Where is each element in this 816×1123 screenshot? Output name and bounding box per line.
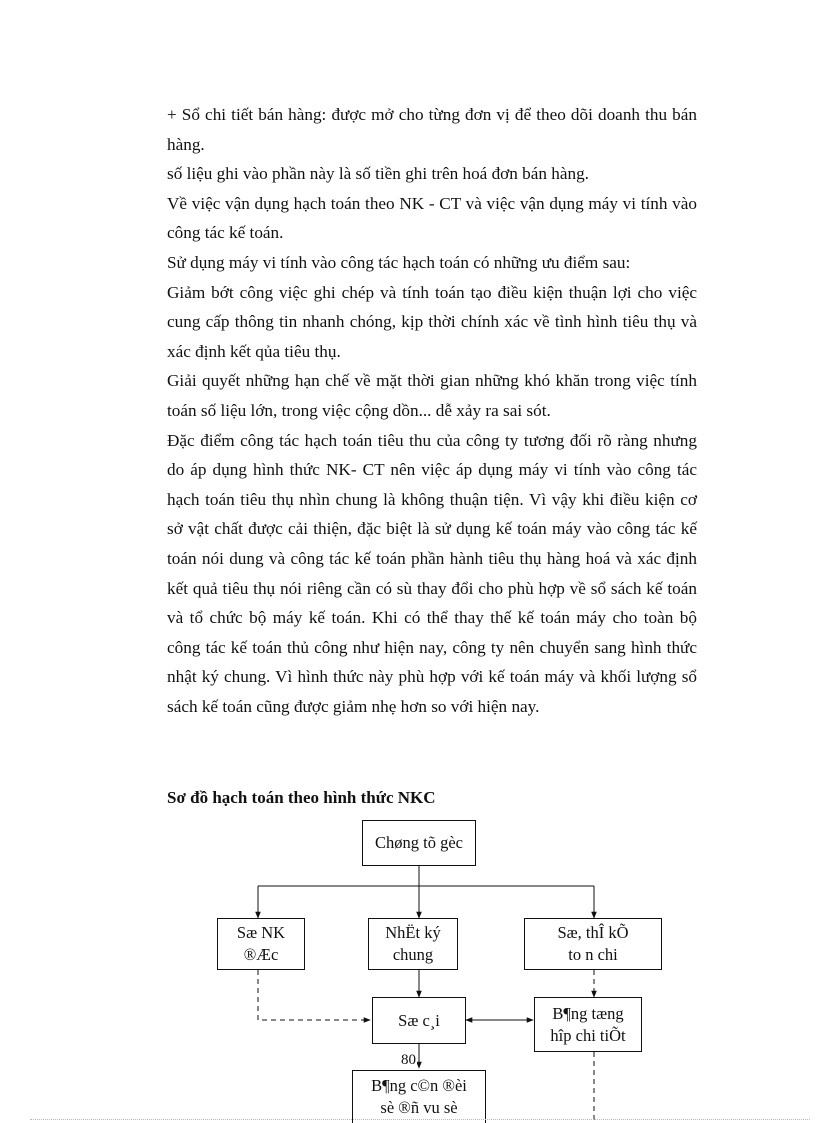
paragraph-dac-diem: Đặc điểm công tác hạch toán tiêu thu của công ty tương đối rõ ràng nhưng do áp dụng hình thức NK- CT nên việc áp dụng máy vi tính vào công tác hạch toán tiêu thụ nhìn chung là không thuận tiện. Vì vậy khi điều kiện cơ sở vật chất được cải thiện, đặc biệt là sử dụng kế toán máy vào công tác kế toán nói dung và công tác kế toán phần hành tiêu thụ hàng hoá và xác định kết quả tiêu thụ nói riêng cần có sù thay đổi cho phù hợp về sổ sách kế toán và tổ chức bộ máy kế toán. Khi có thể thay thế kế toán máy cho toàn bộ công tác kế toán thủ công như hiện nay, công ty nên chuyển sang hình thức nhật ký chung. Vì hình thức này phù hợp với kế toán máy và khối lượng sổ sách kế toán cũng được giảm nhẹ hơn so với hiện nay. xyxy=(167,430,697,716)
box-bang-can-doi-so-phat-sinh xyxy=(352,1070,486,1123)
paragraph-uu-diem: Sử dụng máy vi tính vào công tác hạch toán có những ưu điểm sau: xyxy=(167,252,631,272)
box-so-the-line1: Sæ, thÎ kÕ xyxy=(557,923,629,942)
box-so-the-line2: to n chi xyxy=(568,945,618,964)
footer-divider xyxy=(30,1119,810,1120)
box-so-nk-dac-biet xyxy=(217,918,305,970)
paragraph-so-chi-tiet-ban-hang: + Sổ chi tiết bán hàng: được mở cho từng đơn vị để theo dõi doanh thu bán hàng. xyxy=(167,105,697,154)
box-so-the-ke-toan-chi-tiet xyxy=(524,918,662,970)
paragraph-so-lieu: số liệu ghi vào phần này là số tiền ghi trên hoá đơn bán hàng. xyxy=(167,164,589,184)
box-so-cai xyxy=(372,997,466,1044)
box-can-doi-line1: B¶ng c©n ®èi xyxy=(371,1076,467,1095)
diagram-title: Sơ đồ hạch toán theo hình thức NKC xyxy=(167,788,436,807)
box-can-doi-line2: sè ®ñ vu sè xyxy=(380,1098,458,1117)
dashed-nk-dac-biet-to-so-cai xyxy=(258,970,370,1020)
box-nhat-ky-chung-line2: chung xyxy=(392,945,434,964)
paragraph-giam-bot: Giảm bớt công việc ghi chép và tính toán tạo điều kiện thuận lợi cho việc cung cấp thông tin nhanh chóng, kịp thời chính xác về tình hình tiêu thụ và xác định kết qủa tiêu thụ. xyxy=(167,282,697,361)
box-chung-tu-goc-line1: Chøng tõ gèc xyxy=(375,833,463,852)
box-chung-tu-goc xyxy=(362,820,476,866)
box-bang-tong-hop-chi-tiet xyxy=(534,997,642,1052)
box-nhat-ky-chung-line1: NhËt ký xyxy=(385,923,441,942)
box-tong-hop-line2: hîp chi tiÕt xyxy=(550,1025,626,1045)
page-number: 80 xyxy=(401,1052,416,1068)
box-so-nk-dac-biet-line2: ®Æc xyxy=(243,945,279,964)
box-tong-hop-line1: B¶ng tæng xyxy=(552,1003,624,1023)
box-so-cai-line1: Sæ c¸i xyxy=(398,1010,440,1030)
box-nhat-ky-chung xyxy=(368,918,458,970)
paragraph-van-dung-hach-toan: Về việc vận dụng hạch toán theo NK - CT và việc vận dụng máy vi tính vào công tác kế toán. xyxy=(167,193,697,243)
paragraph-giai-quyet: Giải quyết những hạn chế về mặt thời gian những khó khăn trong việc tính toán số liệu lớn, trong việc cộng dồn... dễ xảy ra sai sót. xyxy=(167,371,697,420)
box-so-nk-dac-biet-line1: Sæ NK xyxy=(236,923,286,942)
